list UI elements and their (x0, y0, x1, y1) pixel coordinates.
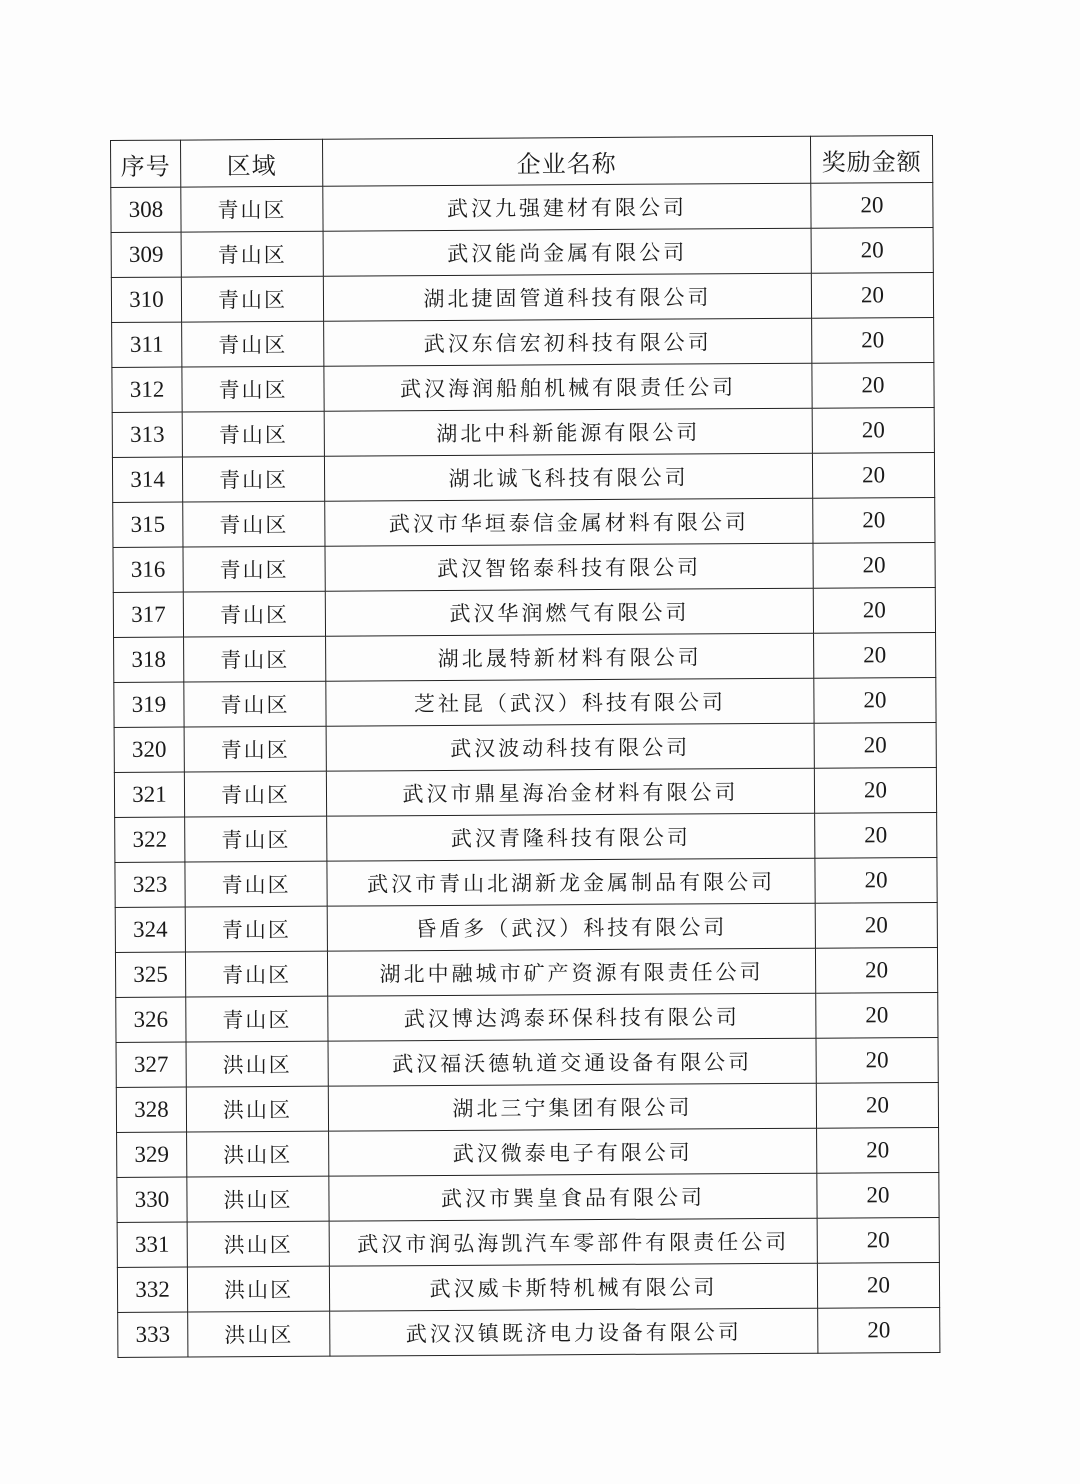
cell-serial-number: 331 (117, 1222, 187, 1267)
cell-serial-number: 330 (117, 1177, 187, 1222)
cell-serial-number: 311 (112, 322, 182, 367)
cell-award-amount: 20 (815, 812, 937, 858)
cell-company-name: 武汉市鼎星海冶金材料有限公司 (326, 768, 814, 816)
cell-company-name: 武汉威卡斯特机械有限公司 (329, 1263, 817, 1311)
cell-company-name: 湖北晟特新材料有限公司 (326, 633, 814, 681)
cell-serial-number: 317 (113, 592, 183, 637)
cell-company-name: 武汉九强建材有限公司 (323, 183, 811, 231)
cell-district: 洪山区 (187, 1176, 329, 1222)
cell-district: 洪山区 (186, 1086, 328, 1132)
award-table-container (110, 135, 939, 1358)
header-company-name: 企业名称 (322, 136, 810, 186)
cell-award-amount: 20 (812, 407, 934, 453)
cell-company-name: 武汉博达鸿泰环保科技有限公司 (328, 993, 816, 1041)
table-row (117, 1172, 939, 1222)
cell-award-amount: 20 (812, 317, 934, 363)
cell-district: 青山区 (184, 636, 326, 682)
cell-district: 青山区 (183, 546, 325, 592)
cell-serial-number: 316 (113, 547, 183, 592)
cell-company-name: 武汉市润弘海凯汽车零部件有限责任公司 (329, 1218, 817, 1266)
table-header-row (111, 135, 933, 187)
table-body (111, 182, 940, 1357)
cell-serial-number: 323 (115, 862, 185, 907)
cell-serial-number: 332 (117, 1267, 187, 1312)
cell-company-name: 武汉智铭泰科技有限公司 (325, 543, 813, 591)
table-row (115, 902, 937, 952)
cell-district: 青山区 (182, 366, 324, 412)
cell-award-amount: 20 (812, 452, 934, 498)
cell-serial-number: 321 (114, 772, 184, 817)
cell-district: 青山区 (184, 771, 326, 817)
cell-district: 青山区 (185, 906, 327, 952)
cell-serial-number: 312 (112, 367, 182, 412)
header-no: 序号 (111, 140, 181, 187)
cell-award-amount: 20 (817, 1217, 939, 1263)
cell-award-amount: 20 (813, 497, 935, 543)
header-area: 区域 (181, 139, 323, 187)
cell-award-amount: 20 (814, 632, 936, 678)
cell-award-amount: 20 (814, 722, 936, 768)
cell-serial-number: 319 (114, 682, 184, 727)
table-row (118, 1307, 940, 1357)
cell-serial-number: 329 (117, 1132, 187, 1177)
cell-company-name: 湖北中科新能源有限公司 (324, 408, 812, 456)
cell-district: 青山区 (184, 681, 326, 727)
cell-award-amount: 20 (817, 1127, 939, 1173)
cell-serial-number: 328 (116, 1087, 186, 1132)
cell-district: 青山区 (185, 816, 327, 862)
cell-district: 青山区 (184, 726, 326, 772)
cell-company-name: 芝社昆（武汉）科技有限公司 (326, 678, 814, 726)
cell-serial-number: 325 (115, 952, 185, 997)
cell-company-name: 武汉东信宏初科技有限公司 (324, 318, 812, 366)
cell-company-name: 武汉市青山北湖新龙金属制品有限公司 (327, 858, 815, 906)
cell-award-amount: 20 (815, 902, 937, 948)
cell-serial-number: 320 (114, 727, 184, 772)
cell-company-name: 武汉能尚金属有限公司 (323, 228, 811, 276)
table-row (115, 857, 937, 907)
table-row (113, 587, 935, 637)
cell-award-amount: 20 (811, 227, 933, 273)
cell-district: 青山区 (185, 861, 327, 907)
cell-award-amount: 20 (818, 1307, 940, 1353)
cell-company-name: 武汉海润船舶机械有限责任公司 (324, 363, 812, 411)
cell-company-name: 武汉青隆科技有限公司 (327, 813, 815, 861)
cell-serial-number: 326 (116, 997, 186, 1042)
cell-award-amount: 20 (811, 272, 933, 318)
table-row (111, 182, 933, 232)
table-row (114, 632, 936, 682)
cell-district: 洪山区 (187, 1221, 329, 1267)
cell-award-amount: 20 (813, 542, 935, 588)
table-row (115, 812, 937, 862)
table-row (114, 767, 936, 817)
header-award-amount: 奖励金额 (810, 135, 932, 183)
cell-company-name: 武汉市华垣泰信金属材料有限公司 (325, 498, 813, 546)
table-row (114, 722, 936, 772)
table-row (111, 272, 933, 322)
cell-district: 青山区 (182, 321, 324, 367)
cell-serial-number: 327 (116, 1042, 186, 1087)
cell-award-amount: 20 (811, 182, 933, 228)
cell-company-name: 湖北三宁集团有限公司 (328, 1083, 816, 1131)
cell-district: 青山区 (182, 456, 324, 502)
cell-serial-number: 324 (115, 907, 185, 952)
table-row (117, 1127, 939, 1177)
table-row (115, 947, 937, 997)
cell-company-name: 湖北诚飞科技有限公司 (324, 453, 812, 501)
cell-company-name: 昏盾多（武汉）科技有限公司 (327, 903, 815, 951)
cell-award-amount: 20 (816, 992, 938, 1038)
table-row (111, 227, 933, 277)
cell-district: 青山区 (182, 411, 324, 457)
table-row (117, 1217, 939, 1267)
cell-company-name: 武汉汉镇既济电力设备有限公司 (330, 1308, 818, 1356)
cell-company-name: 武汉波动科技有限公司 (326, 723, 814, 771)
cell-award-amount: 20 (814, 677, 936, 723)
cell-serial-number: 308 (111, 187, 181, 232)
table-row (114, 677, 936, 727)
cell-serial-number: 315 (113, 502, 183, 547)
cell-company-name: 武汉市巽皇食品有限公司 (329, 1173, 817, 1221)
cell-company-name: 湖北中融城市矿产资源有限责任公司 (327, 948, 815, 996)
cell-serial-number: 314 (112, 457, 182, 502)
cell-award-amount: 20 (817, 1172, 939, 1218)
cell-award-amount: 20 (813, 587, 935, 633)
cell-district: 青山区 (181, 276, 323, 322)
cell-award-amount: 20 (812, 362, 934, 408)
cell-district: 青山区 (183, 591, 325, 637)
cell-district: 洪山区 (187, 1266, 329, 1312)
table-row (116, 992, 938, 1042)
cell-district: 洪山区 (187, 1131, 329, 1177)
table-row (117, 1262, 939, 1312)
table-row (116, 1082, 938, 1132)
cell-serial-number: 309 (111, 232, 181, 277)
cell-district: 青山区 (183, 501, 325, 547)
award-table (110, 135, 940, 1358)
cell-serial-number: 313 (112, 412, 182, 457)
cell-serial-number: 310 (111, 277, 181, 322)
cell-company-name: 湖北捷固管道科技有限公司 (323, 273, 811, 321)
cell-district: 青山区 (185, 951, 327, 997)
cell-district: 洪山区 (186, 1041, 328, 1087)
cell-district: 青山区 (186, 996, 328, 1042)
table-row (113, 497, 935, 547)
cell-award-amount: 20 (816, 1082, 938, 1128)
cell-serial-number: 322 (115, 817, 185, 862)
cell-district: 青山区 (181, 186, 323, 232)
cell-company-name: 武汉华润燃气有限公司 (325, 588, 813, 636)
cell-company-name: 武汉微泰电子有限公司 (329, 1128, 817, 1176)
table-row (112, 407, 934, 457)
cell-award-amount: 20 (814, 767, 936, 813)
cell-company-name: 武汉福沃德轨道交通设备有限公司 (328, 1038, 816, 1086)
table-row (112, 452, 934, 502)
cell-award-amount: 20 (815, 947, 937, 993)
cell-serial-number: 318 (114, 637, 184, 682)
cell-award-amount: 20 (816, 1037, 938, 1083)
cell-award-amount: 20 (815, 857, 937, 903)
table-row (112, 317, 934, 367)
table-row (113, 542, 935, 592)
cell-award-amount: 20 (817, 1262, 939, 1308)
table-row (116, 1037, 938, 1087)
cell-district: 青山区 (181, 231, 323, 277)
table-row (112, 362, 934, 412)
cell-serial-number: 333 (118, 1312, 188, 1357)
cell-district: 洪山区 (188, 1311, 330, 1357)
